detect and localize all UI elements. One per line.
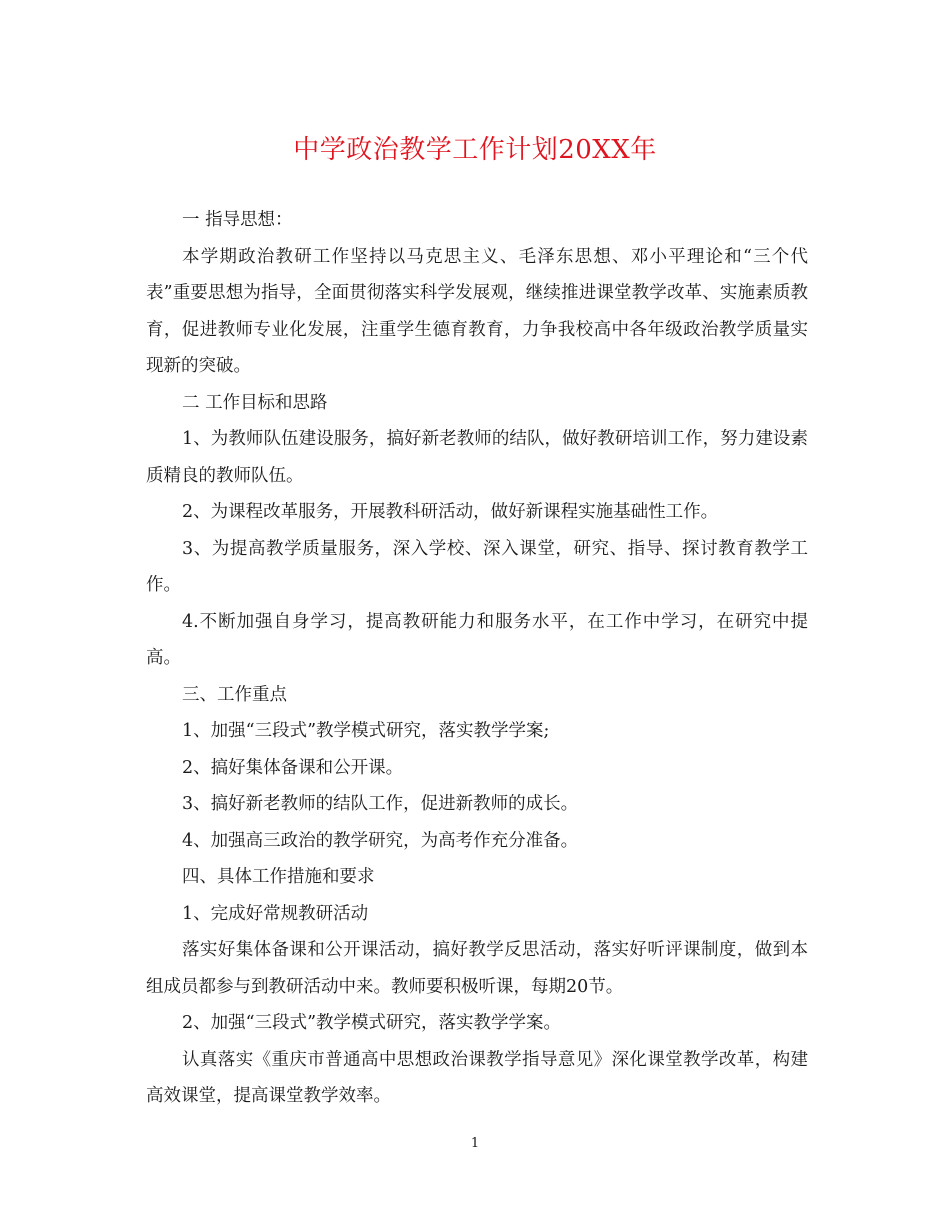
section-heading-goals: 二 工作目标和思路 [182, 392, 328, 413]
document-title: 中学政治教学工作计划20XX年 [293, 135, 657, 165]
section-heading-guiding-ideology: 一 指导思想： [182, 210, 293, 230]
list-item: 1、为教师队伍建设服务，搞好新老教师的结队，做好教研培训工作，努力建设素质精良的教师队伍。 [146, 429, 808, 486]
paragraph: 本学期政治教研工作坚持以马克思主义、毛泽东思想、邓小平理论和“三个代表”重要思想为指导，全面贯彻落实科学发展观，继续推进课堂教学改革、实施素质教育，促进教师专业化发展，注重学生德育教育，力争我校高中各年级政治教学质量实现新的突破。 [146, 246, 808, 376]
section-heading-key-points: 三、工作重点 [182, 684, 287, 705]
paragraph: 认真落实《重庆市普通高中思想政治课教学指导意见》深化课堂教学改革，构建高效课堂，提高课堂教学效率。 [146, 1049, 808, 1106]
page-number: 1 [470, 1136, 480, 1151]
paragraph: 落实好集体备课和公开课活动，搞好教学反思活动，落实好听评课制度，做到本组成员都参与到教研活动中来。教师要积极听课，每期20节。 [146, 940, 808, 997]
list-item: 2、搞好集体备课和公开课。 [182, 757, 404, 778]
list-item: 2、为课程改革服务，开展教科研活动，做好新课程实施基础性工作。 [182, 502, 719, 522]
list-item: 3、搞好新老教师的结队工作，促进新教师的成长。 [182, 794, 579, 814]
list-item: 4、加强高三政治的教学研究，为高考作充分准备。 [182, 830, 579, 851]
section-heading-measures: 四、具体工作措施和要求 [182, 867, 375, 887]
subsection-heading: 2、加强“三段式”教学模式研究，落实教学学案。 [182, 1013, 562, 1033]
list-item: 1、加强“三段式”教学模式研究，落实教学学案; [182, 721, 550, 741]
document-body [146, 202, 808, 1115]
subsection-heading: 1、完成好常规教研活动 [182, 903, 369, 924]
list-item: 4.不断加强自身学习，提高教研能力和服务水平，在工作中学习，在研究中提高。 [146, 611, 808, 668]
list-item: 3、为提高教学质量服务，深入学校、深入课堂，研究、指导、探讨教育教学工作。 [146, 538, 808, 595]
